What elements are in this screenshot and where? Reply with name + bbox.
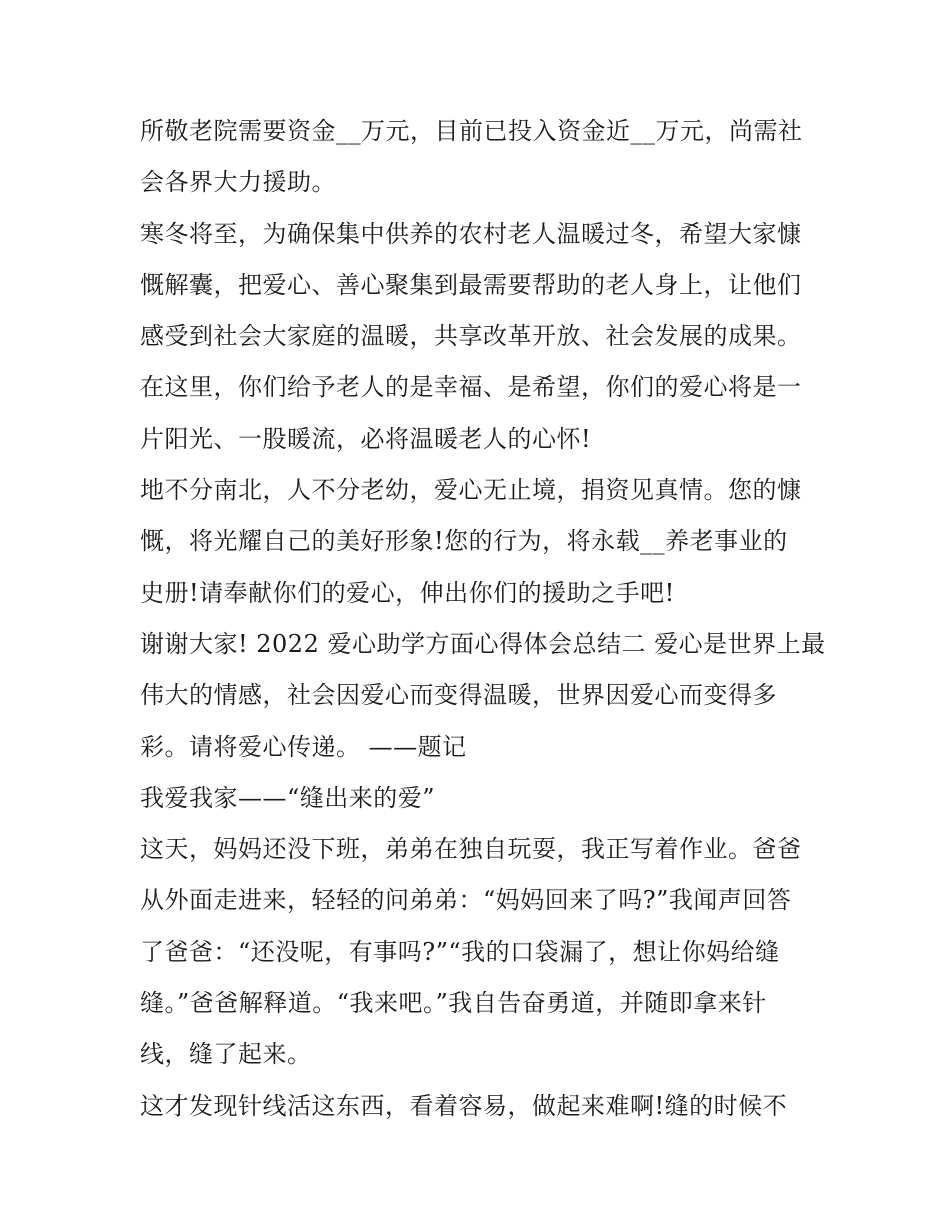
- text-line: 在这里，你们给予老人的是幸福、是希望，你们的爱心将是一: [140, 373, 802, 402]
- text-line: 寒冬将至，为确保集中供养的农村老人温暖过冬，希望大家慷: [140, 219, 802, 248]
- text-line: 片阳光、一股暖流，必将温暖老人的心怀!: [140, 424, 592, 453]
- text-line: 了爸爸：“还没呢，有事吗?”“我的口袋漏了，想让你妈给缝: [140, 937, 780, 966]
- text-line: 会各界大力援助。: [140, 168, 336, 197]
- text-line: 谢谢大家! 2022 爱心助学方面心得体会总结二 爱心是世界上最: [140, 629, 826, 658]
- text-line: 伟大的情感，社会因爱心而变得温暖，世界因爱心而变得多: [140, 681, 777, 710]
- text-line: 所敬老院需要资金__万元，目前已投入资金近__万元，尚需社: [140, 117, 803, 145]
- text-line: 慨解囊，把爱心、善心聚集到最需要帮助的老人身上，让他们: [140, 270, 802, 299]
- text-line: 地不分南北，人不分老幼，爱心无止境，捐资见真情。您的慷: [140, 476, 802, 505]
- text-line: 缝。”爸爸解释道。“我来吧。”我自告奋勇道，并随即拿来针: [140, 989, 767, 1018]
- text-line: 这才发现针线活这东西，看着容易，做起来难啊!缝的时候不: [140, 1091, 788, 1120]
- document-body: [140, 106, 826, 1132]
- text-line: 从外面走进来，轻轻的问弟弟：“妈妈回来了吗?”我闻声回答: [140, 886, 792, 915]
- text-line: 线，缝了起来。: [140, 1040, 312, 1069]
- text-line: 我爱我家——“缝出来的爱”: [140, 783, 436, 812]
- text-line: 这天，妈妈还没下班，弟弟在独自玩耍，我正写着作业。爸爸: [140, 835, 802, 864]
- text-line: 彩。请将爱心传递。 ——题记: [140, 732, 467, 761]
- text-line: 史册!请奉献你们的爱心，伸出你们的援助之手吧!: [140, 578, 675, 607]
- text-line: 感受到社会大家庭的温暖，共享改革开放、社会发展的成果。: [140, 322, 802, 351]
- text-line: 慨，将光耀自己的美好形象!您的行为，将永载__养老事业的: [140, 527, 788, 556]
